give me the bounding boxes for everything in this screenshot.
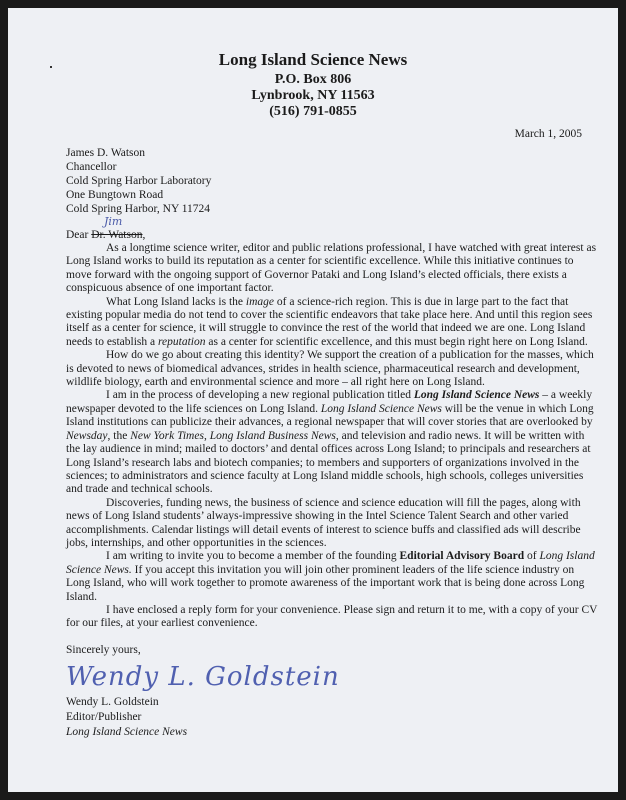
signer-name: Wendy L. Goldstein: [66, 695, 159, 708]
paragraph-text: If you accept this invitation you will join other prominent leaders of the life science industry on Long Island, who will work together to promote awareness of the important work that is being done across Long Island.: [66, 563, 585, 603]
signer-block: [66, 695, 598, 740]
letterhead-city: Lynbrook, NY 11563: [251, 88, 375, 103]
letterhead-phone: (516) 791-0855: [269, 104, 357, 119]
paragraph-text: I am writing to invite you to become a member of the founding: [106, 550, 400, 563]
paragraph-text: Long Island Science News: [413, 389, 540, 402]
address-line: Cold Spring Harbor Laboratory: [66, 175, 212, 187]
signer-title: Editor/Publisher: [66, 710, 142, 723]
paragraph-text: will be the venue in which Long Island institutions can publicize their advances, a regional newspaper that will cover stories that are overlooked by: [66, 402, 594, 429]
salutation: [66, 228, 598, 242]
letter-content: [66, 146, 598, 740]
body-paragraph: [66, 604, 598, 631]
paragraph-text: of a science-rich region. This is due in large part to the fact that existing popular media do not tend to cover the scientific endeavors that take place here. And until this region sees itself as a center for science, it will struggle to convince the rest of the world that indeed we are one. Long Island needs to establish a: [66, 295, 593, 348]
paragraph-text: Long Island Business News: [209, 429, 336, 442]
signer-publication: Long Island Science News: [66, 725, 188, 738]
paragraph-text: of: [524, 550, 540, 563]
body-paragraph: [66, 550, 598, 604]
paragraph-text: , and television and radio news. It will be written with the lay audience in mind; mailed to doctors’ and dental offices across Long Island; to principals and researchers at Long Island’s research labs and biotech companies; to members and supporters of organizations involved in the sciences; to administrators and science faculty at Long Island middle schools, high schools, colleges universities and trade and technical schools.: [66, 429, 591, 496]
paragraph-text: Long Island Science News.: [66, 550, 595, 576]
paragraph-text: ,: [203, 429, 210, 442]
letterhead-name: Long Island Science News: [218, 50, 408, 69]
salutation-prefix: Dear: [66, 229, 92, 241]
letter-date: March 1, 2005: [514, 128, 582, 140]
paragraph-text: as a center for scientific excellence, and this must begin right here on Long Island.: [205, 335, 588, 348]
address-line: James D. Watson: [66, 147, 146, 159]
body-paragraph: [66, 497, 598, 551]
signature: Wendy L. Goldstein: [66, 661, 340, 692]
body-paragraph: [66, 296, 598, 350]
paragraph-text: reputation: [157, 335, 206, 348]
address-line: Chancellor: [66, 161, 117, 173]
paragraph-text: , the: [107, 429, 131, 442]
paragraph-text: I am in the process of developing a new regional publication titled: [106, 389, 414, 402]
recipient-address: [66, 146, 598, 216]
salutation-suffix: ,: [142, 229, 146, 241]
body-paragraph: [66, 389, 598, 496]
paragraph-text: Discoveries, funding news, the business of science and science education will fill the pages, along with news of Long Island students’ always-impressive showing in the Intel Science Talent Search and other varied accomplishments. Calendar listings will detail events of interest to science buffs and classified ads will describe jobs, internships, and other opportunities in the sciences.: [66, 496, 581, 549]
address-line: One Bungtown Road: [66, 189, 164, 201]
body-paragraph: [66, 349, 598, 389]
paragraph-text: What Long Island lacks is the: [106, 295, 246, 308]
closing: Sincerely yours,: [66, 643, 141, 656]
paragraph-text: Long Island Science News: [320, 402, 442, 415]
paragraph-text: image: [245, 295, 274, 308]
letterhead-po-box: P.O. Box 806: [274, 72, 352, 87]
paragraph-text: As a longtime science writer, editor and public relations professional, I have watched with great interest as Long Island works to build its reputation as a center for scientific excellence. While this initiative continues to move forward with the ongoing support of Governor Pataki and Long Island’s elected officials, there exists a conspicuous absence of one important factor.: [66, 242, 597, 295]
handwritten-salutation: Jim: [104, 215, 123, 228]
paragraph-text: Editorial Advisory Board: [399, 550, 525, 563]
salutation-struck-name: Dr. Watson: [91, 229, 143, 241]
paragraph-text: New York Times: [130, 429, 204, 442]
paragraph-text: I have enclosed a reply form for your convenience. Please sign and return it to me, with a copy of your CV for our files, at your earliest convenience.: [66, 603, 598, 630]
paragraph-text: Newsday: [66, 429, 108, 442]
body-paragraph: [66, 242, 598, 296]
paragraph-text: How do we go about creating this identity? We support the creation of a publication for the masses, which is devoted to news of biomedical advances, strides in health science, pharmaceutical research and development, wildlife biology, earth and environmental science and more – all right here on Long Island.: [66, 349, 594, 389]
paragraph-text: – a weekly newspaper devoted to the life sciences on Long Island.: [66, 389, 593, 415]
letter-body: [66, 242, 598, 631]
address-line: Cold Spring Harbor, NY 11724: [66, 203, 211, 215]
